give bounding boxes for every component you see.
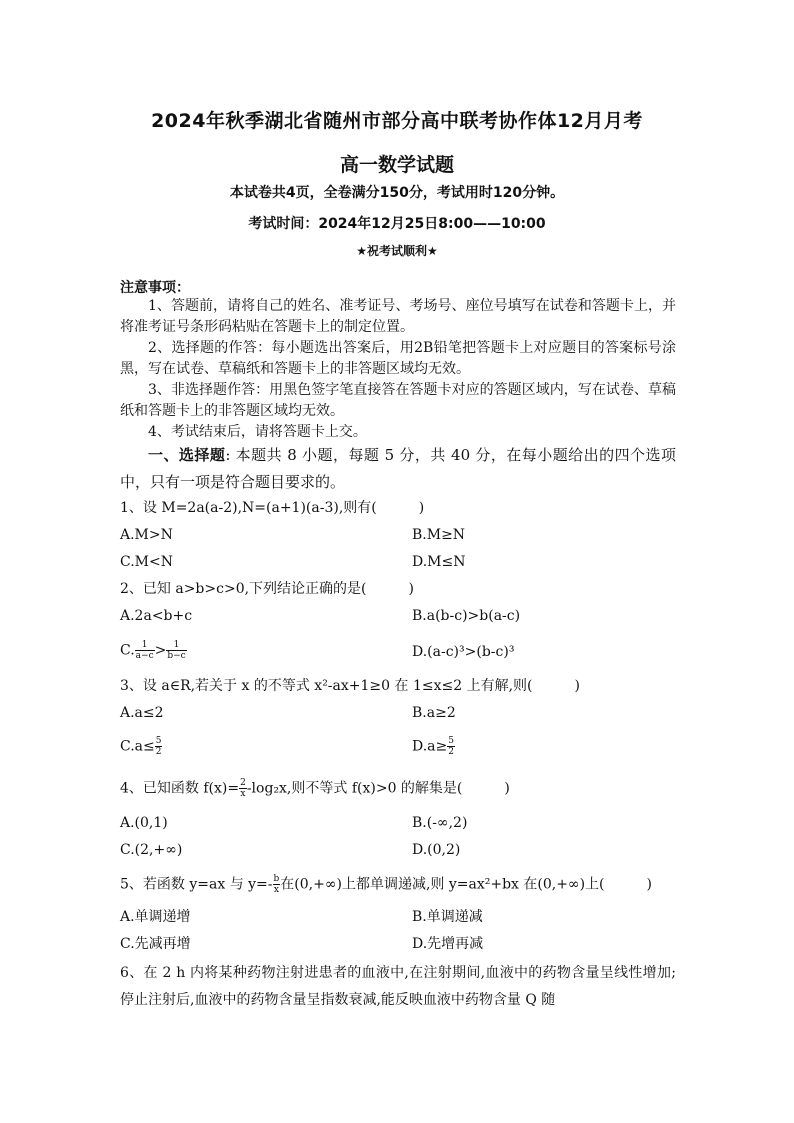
fraction [135,640,155,661]
section-text: : 本题共 8 小题，每题 5 分，共 40 分，在每小题给出的四个选项中，只有一项是符合题目要求的。 [120,446,676,491]
question-1-option-b: B.M≥N [412,527,466,543]
stem-suffix: 在(0,+∞)上都单调递减,则 y=ax²+bx 在(0,+∞)上( ) [280,876,652,893]
stem-prefix: 5、若函数 y=ax 与 y=- [120,876,273,893]
question-2-stem: 2、已知 a>b>c>0,下列结论正确的是( ) [120,581,414,597]
fraction-numerator: 1 [135,640,155,651]
question-3-option-b: B.a≥2 [412,705,456,721]
notes-heading: 注意事项： [120,280,190,296]
exam-subtitle: 高一数学试题 [339,154,454,176]
option-prefix: D.a≥ [412,738,448,755]
fraction-numerator: 5 [448,736,454,746]
question-1-stem: 1、设 M=2a(a-2),N=(a+1)(a-3),则有( ) [120,500,425,516]
fraction [239,778,247,799]
exam-title: 2024年秋季湖北省随州市部分高中联考协作体12月月考 [151,110,643,132]
question-6-stem: 6、在 2 h 内将某种药物注射进患者的血液中,在注射期间,血液中的药物含量呈线性增加;停止注射后,血液中的药物含量呈指数衰减,能反映血液中药物含量 Q 随 [120,965,676,1008]
question-4-option-c: C.(2,+∞) [120,842,183,858]
exam-info-pages: 本试卷共4页，全卷满分150分，考试用时120分钟。 [229,185,565,201]
fraction-numerator: 2 [240,778,246,788]
question-3-option-a: A.a≤2 [120,705,164,721]
fraction-denominator: 2 [155,747,162,757]
note-item-2: 2、选择题的作答：每小题选出答案后，用2B铅笔把答题卡上对应题目的答案标号涂黑，写在试卷、草稿纸和答题卡上的非答题区域均无效。 [120,340,676,377]
option-prefix: C.a≤ [120,738,155,755]
question-2-option-b: B.a(b-c)>b(a-c) [412,608,521,624]
fraction-denominator: a−c [135,651,154,661]
question-1-option-c: C.M<N [120,554,173,570]
fraction-denominator: b−c [167,651,186,661]
fraction [166,640,186,661]
fraction-denominator: x [240,789,246,799]
note-item-1: 1、答题前，请将自己的姓名、准考证号、考场号、座位号填写在试卷和答题卡上，并将准考证号条形码粘贴在答题卡上的制定位置。 [120,298,676,335]
question-3-stem: 3、设 a∈R,若关于 x 的不等式 x²-ax+1≥0 在 1≤x≤2 上有解,则( ) [120,678,580,694]
fraction [447,736,455,757]
question-5-option-d: D.先增再减 [412,936,484,952]
section-label: 一、选择题 [148,446,226,464]
question-5-option-c: C.先减再增 [120,936,191,952]
question-4-option-a: A.(0,1) [120,815,168,831]
fraction-numerator: 1 [166,640,186,651]
note-item-3: 3、非选择题作答：用黑色签字笔直接答在答题卡对应的答题区域内，写在试卷、草稿纸和答题卡上的非答题区域均无效。 [120,382,676,419]
fraction [155,736,163,757]
fraction-numerator: b [273,874,280,884]
fraction-denominator: 2 [448,747,454,757]
stem-prefix: 4、已知函数 f(x)= [120,780,240,797]
question-2-option-c [120,640,187,661]
question-5-option-b: B.单调递减 [412,909,483,925]
question-4-option-d: D.(0,2) [412,842,461,858]
fraction-denominator: x [273,885,279,895]
question-2-option-a: A.2a<b+c [120,608,193,624]
question-3-option-d [412,736,455,757]
question-2-option-d: D.(a-c)³>(b-c)³ [412,644,515,660]
exam-slogan: ★祝考试顺利★ [356,244,438,258]
option-prefix: C. [120,642,135,659]
question-1-option-a: A.M>N [120,527,173,543]
question-4-option-b: B.(-∞,2) [412,815,468,831]
question-4-stem [120,778,510,799]
note-item-4: 4、考试结束后，请将答题卡上交。 [148,424,367,440]
question-3-option-c [120,736,162,757]
operator: > [154,642,167,659]
fraction-numerator: 5 [155,736,162,746]
question-5-stem [120,874,652,895]
question-5-option-a: A.单调递增 [120,909,191,925]
exam-info-time: 考试时间：2024年12月25日8:00——10:00 [248,216,546,232]
section-choice-intro [120,442,676,496]
question-1-option-d: D.M≤N [412,554,466,570]
stem-suffix: -log₂x,则不等式 f(x)>0 的解集是( ) [246,780,510,797]
